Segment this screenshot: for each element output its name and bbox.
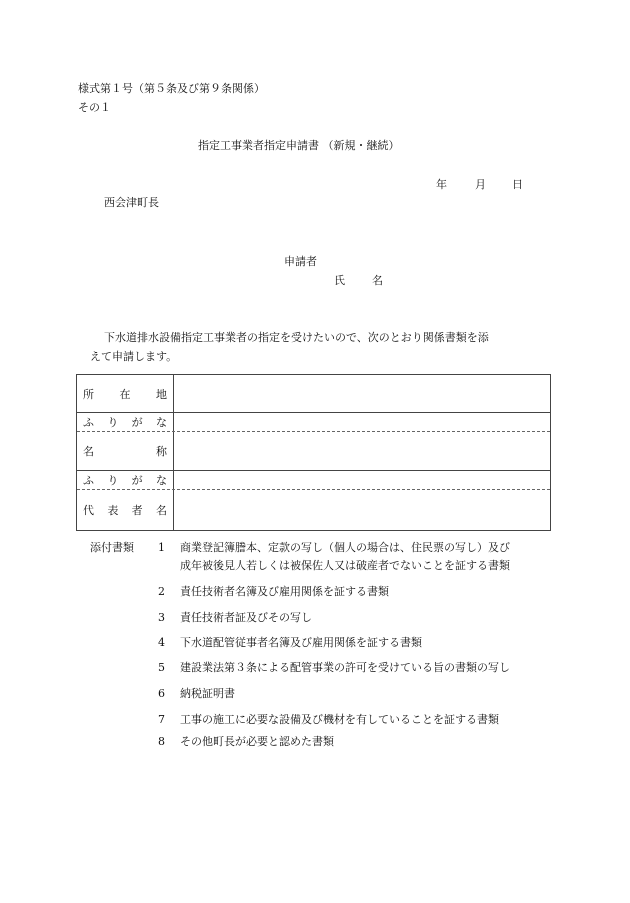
attachment-number: 7 bbox=[158, 713, 165, 726]
attachment-item: 責任技術者証及びその写し bbox=[180, 611, 312, 624]
attachment-item: 建設業法第３条による配管事業の許可を受けている旨の書類の写し bbox=[180, 661, 510, 674]
attachment-number: 8 bbox=[158, 735, 165, 748]
attachment-number: 5 bbox=[158, 661, 165, 674]
table-row-representative bbox=[77, 490, 550, 530]
address-field[interactable] bbox=[174, 375, 550, 412]
date-year: 年 bbox=[436, 178, 447, 191]
table-row-name bbox=[77, 432, 550, 470]
row-label bbox=[77, 490, 174, 530]
attachment-item: 下水道配管従事者名簿及び雇用関係を証する書類 bbox=[180, 636, 422, 649]
date-day: 日 bbox=[512, 178, 523, 191]
label-char: ふ bbox=[83, 474, 94, 487]
attachment-number: 1 bbox=[158, 541, 165, 554]
attachment-item-cont: 成年被後見人若しくは被保佐人又は破産者でないことを証する書類 bbox=[180, 559, 510, 572]
label-char: な bbox=[155, 416, 167, 429]
applicant-name-char-2: 名 bbox=[372, 274, 383, 287]
label-char: 地 bbox=[156, 387, 167, 401]
sub-number: その１ bbox=[78, 101, 111, 114]
addressee: 西会津町長 bbox=[104, 196, 159, 209]
name-field[interactable] bbox=[174, 432, 550, 470]
label-char: 所 bbox=[83, 387, 94, 401]
form-number: 様式第１号（第５条及び第９条関係） bbox=[78, 82, 265, 95]
attachment-number: 4 bbox=[158, 636, 165, 649]
intro-line-2: えて申請します。 bbox=[90, 350, 178, 363]
label-char: が bbox=[131, 416, 143, 429]
row-label bbox=[77, 375, 174, 412]
table-row-furigana-name bbox=[77, 412, 550, 432]
representative-field[interactable] bbox=[174, 490, 550, 530]
attachments-label: 添付書類 bbox=[90, 541, 134, 554]
attachment-item: 責任技術者名簿及び雇用関係を証する書類 bbox=[180, 585, 389, 598]
row-label bbox=[77, 471, 174, 489]
attachment-number: 2 bbox=[158, 585, 165, 598]
date-month: 月 bbox=[475, 178, 486, 191]
label-char: ふ bbox=[83, 416, 94, 429]
row-label bbox=[77, 413, 174, 431]
label-char: り bbox=[107, 416, 119, 429]
furigana-rep-field[interactable] bbox=[174, 471, 550, 489]
label-char: な bbox=[155, 474, 167, 487]
row-label bbox=[77, 432, 174, 470]
label-char: が bbox=[131, 474, 143, 487]
table-row-address bbox=[77, 375, 550, 412]
intro-line-1: 下水道排水設備指定工事業者の指定を受けたいので、次のとおり関係書類を添 bbox=[104, 331, 489, 344]
applicant-name-char-1: 氏 bbox=[334, 274, 345, 287]
label-char: 代 bbox=[83, 504, 94, 517]
attachment-item: 工事の施工に必要な設備及び機材を有していることを証する書類 bbox=[180, 713, 499, 726]
label-char: り bbox=[107, 474, 119, 487]
label-char: 表 bbox=[107, 504, 119, 517]
attachment-number: 3 bbox=[158, 611, 165, 624]
table-row-furigana-rep bbox=[77, 470, 550, 490]
label-char: 在 bbox=[119, 387, 131, 401]
applicant-table bbox=[76, 374, 551, 531]
attachment-number: 6 bbox=[158, 687, 165, 700]
furigana-name-field[interactable] bbox=[174, 413, 550, 431]
page-title: 指定工事業者指定申請書 （新規・継続） bbox=[198, 139, 400, 152]
applicant-label: 申請者 bbox=[284, 255, 317, 268]
attachment-item: 納税証明書 bbox=[180, 687, 235, 700]
label-char: 名 bbox=[83, 445, 94, 458]
attachment-item: 商業登記簿謄本、定款の写し（個人の場合は、住民票の写し）及び bbox=[180, 541, 510, 554]
label-char: 称 bbox=[156, 445, 167, 458]
label-char: 者 bbox=[131, 504, 143, 517]
attachment-item: その他町長が必要と認めた書類 bbox=[180, 735, 334, 748]
label-char: 名 bbox=[155, 504, 167, 517]
